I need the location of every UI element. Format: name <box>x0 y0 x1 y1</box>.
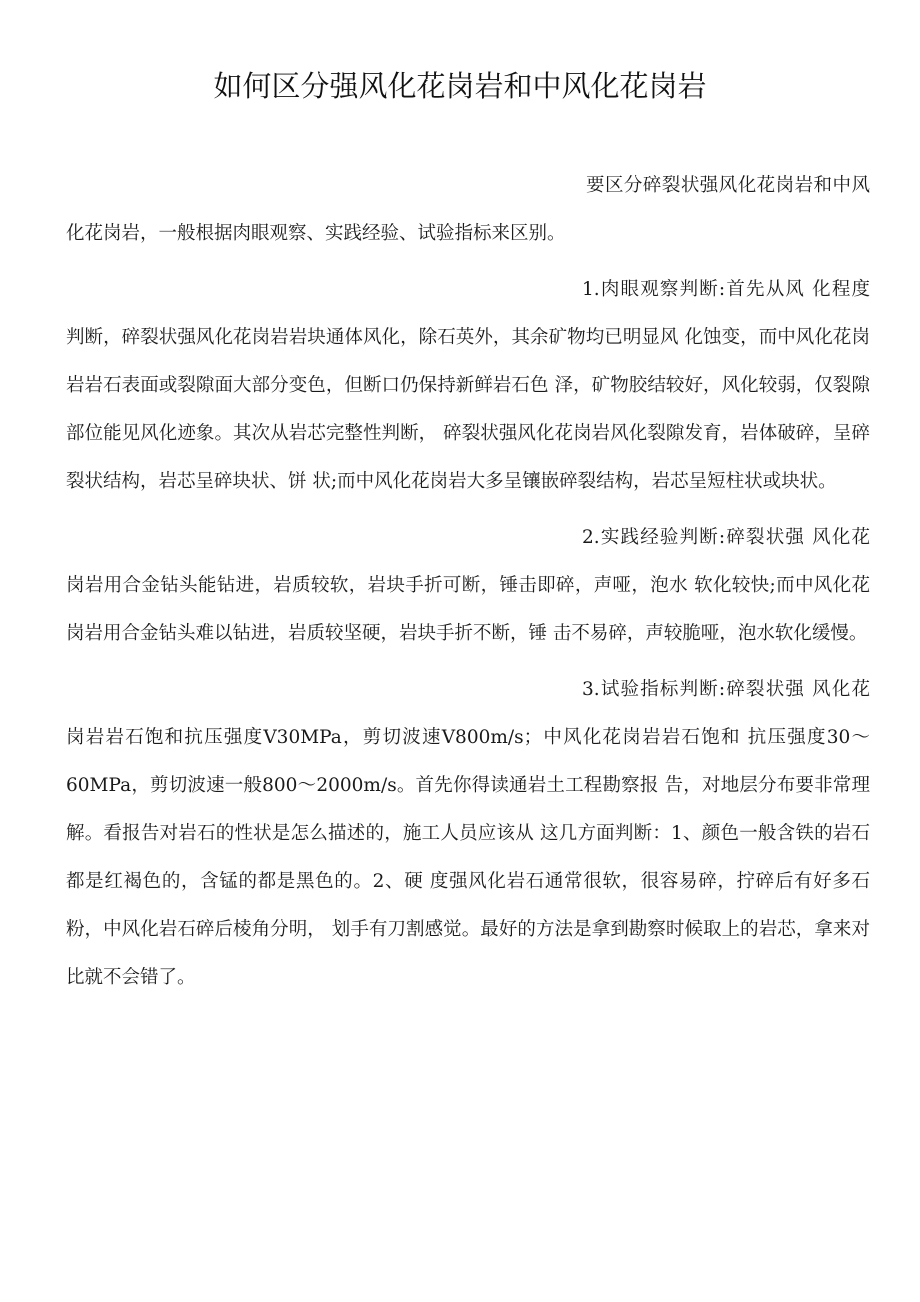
test-indicator-paragraph: 3.试验指标判断:碎裂状强 风化花岗岩岩石饱和抗压强度V30MPa，剪切波速V800m/s；中风化花岗岩岩石饱和 抗压强度30～60MPa，剪切波速一般800～2000m/s。首先你得读通岩土工程勘察报 告，对地层分布要非常理解。看报告对岩石的性状是怎么描述的，施工人员应该从 这几方面判断：1、颜色一般含铁的岩石都是红褐色的，含锰的都是黑色的。2、硬 度强风化岩石通常很软，很容易碎，拧碎后有好多石粉，中风化岩石碎后棱角分明， 划手有刀割感觉。最好的方法是拿到勘察时候取上的岩芯，拿来对比就不会错了。 <box>66 679 870 988</box>
practical-experience-paragraph: 2.实践经验判断:碎裂状强 风化花岗岩用合金钻头能钻进，岩质较软，岩块手折可断，锤击即碎，声哑，泡水 软化较快;而中风化花岗岩用合金钻头难以钻进，岩质较坚硬，岩块手折不断，锤 击不易碎，声较脆哑，泡水软化缓慢。 <box>66 527 870 644</box>
document-title: 如何区分强风化花岗岩和中风化花岗岩 <box>213 69 707 103</box>
intro-paragraph: 要区分碎裂状强风化花岗岩和中风化花岗岩，一般根据肉眼观察、实践经验、试验指标来区别。 <box>66 175 870 244</box>
visual-inspection-paragraph: 1.肉眼观察判断:首先从风 化程度判断，碎裂状强风化花岗岩岩块通体风化，除石英外，其余矿物均已明显风 化蚀变，而中风化花岗岩岩石表面或裂隙面大部分变色，但断口仍保持新鲜岩石色 泽，矿物胶结较好，风化较弱，仅裂隙部位能见风化迹象。其次从岩芯完整性判断， 碎裂状强风化花岗岩风化裂隙发育，岩体破碎，呈碎裂状结构，岩芯呈碎块状、饼 状;而中风化花岗岩大多呈镶嵌碎裂结构，岩芯呈短柱状或块状。 <box>66 279 870 492</box>
document-body <box>66 162 870 1002</box>
